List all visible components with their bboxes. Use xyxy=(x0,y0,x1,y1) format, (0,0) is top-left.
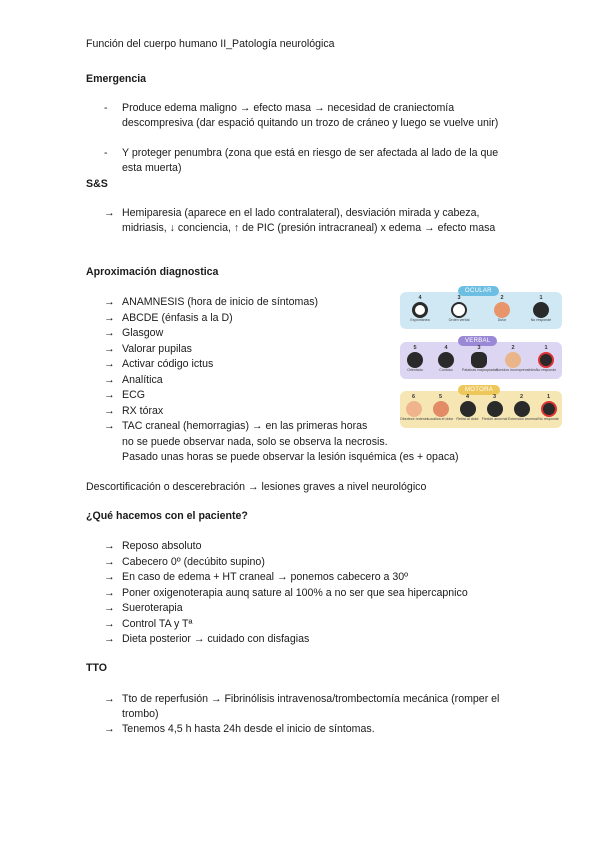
list-item-text: Reposo absoluto xyxy=(122,540,202,552)
section-title-tto: TTO xyxy=(86,662,107,674)
glasgow-caption: Localiza el dolor xyxy=(427,417,454,421)
arrow-bullet: → xyxy=(104,296,115,308)
glasgow-caption: Espontánea xyxy=(410,318,430,322)
glasgow-score: 5 xyxy=(413,345,417,351)
glasgow-score: 2 xyxy=(511,345,515,351)
arrow-bullet: → xyxy=(104,420,115,432)
glasgow-cell xyxy=(400,345,430,372)
flexion-arm-icon xyxy=(487,401,503,417)
glasgow-score: 3 xyxy=(492,394,497,400)
glasgow-caption: No responde xyxy=(538,417,559,421)
list-item-text: Y proteger penumbra (zona que está en riesgo de ser afectada al lado de la que esta muerta) xyxy=(122,147,499,175)
arrow-bullet: → xyxy=(104,207,115,219)
glasgow-ocular-label: OCULAR xyxy=(458,286,499,296)
closed-eye-icon xyxy=(533,302,549,318)
glasgow-verbal-label: VERBAL xyxy=(458,336,497,346)
glasgow-caption: Dolor xyxy=(497,318,507,322)
question-bubble-icon xyxy=(438,352,454,368)
glasgow-caption: Orden verbal xyxy=(448,318,470,322)
glasgow-caption: Sonidos incomprensibles xyxy=(496,368,536,372)
arrow-bullet: → xyxy=(104,540,115,552)
list-item-text: Produce edema maligno → efecto masa → necesidad de craniectomía descompresiva (dar espació quitando un trozo de cráneo y luego se vuelve unir) xyxy=(122,102,499,130)
descortificacion-note: Descortificación o descerebración → lesiones graves a nivel neurológico xyxy=(86,481,427,493)
glasgow-cell xyxy=(427,394,454,421)
glasgow-score: 4 xyxy=(465,394,470,400)
glasgow-cell xyxy=(440,295,478,322)
list-item-text: ABCDE (énfasis a la D) xyxy=(122,311,233,324)
extension-arm-icon xyxy=(514,401,530,417)
arrow-bullet: → xyxy=(104,555,115,568)
glasgow-cell xyxy=(530,345,562,372)
list-item-text: Activar código ictus xyxy=(122,358,214,370)
glasgow-cell xyxy=(454,394,481,421)
arrow-bullet: → xyxy=(104,311,115,324)
list-item-text: Valorar pupilas xyxy=(122,342,192,355)
list-item-text: Sueroterapia xyxy=(122,602,183,614)
list-item-text: Analítica xyxy=(122,373,163,386)
list-item-continuation: no se puede observar nada, solo se observa la necrosis. xyxy=(122,435,388,448)
arrow-bullet: → xyxy=(104,404,115,417)
arrow-bullet: → xyxy=(104,617,115,630)
list-item-text: Cabecero 0º (decúbito supino) xyxy=(122,555,265,568)
pain-hand-icon xyxy=(433,401,449,417)
chat-icon xyxy=(407,352,423,368)
list-item-text: Glasgow xyxy=(122,327,164,339)
arrow-bullet: → xyxy=(104,633,115,645)
no-response-icon xyxy=(541,401,557,417)
dash-bullet: - xyxy=(104,147,108,159)
glasgow-caption: Flexión anormal xyxy=(481,417,508,421)
glasgow-panel-verbal xyxy=(400,338,562,379)
glasgow-panel-ocular xyxy=(400,288,562,329)
arrow-bullet: → xyxy=(104,571,115,583)
glasgow-caption: Orientado xyxy=(407,368,423,372)
glasgow-panel-motora xyxy=(400,387,562,428)
glasgow-cell xyxy=(400,394,427,421)
glasgow-caption: Retira al dolor xyxy=(456,417,479,421)
glasgow-caption: Palabras inapropiadas xyxy=(462,368,498,372)
glasgow-cell xyxy=(484,295,520,322)
list-item-text: Tenemos 4,5 h hasta 24h desde el inicio de síntomas. xyxy=(122,723,375,735)
glasgow-score: 1 xyxy=(546,394,551,400)
list-item-text: Dieta posterior → cuidado con disfagias xyxy=(122,633,310,645)
list-item-text: RX tórax xyxy=(122,404,164,417)
section-title-ss: S&S xyxy=(86,178,108,190)
arrow-bullet: → xyxy=(104,602,115,614)
pain-hand-icon xyxy=(494,302,510,318)
glasgow-score: 3 xyxy=(457,295,461,301)
document-header: Función del cuerpo humano II_Patología neurológica xyxy=(86,38,335,50)
section-title-aproximacion: Aproximación diagnostica xyxy=(86,266,219,278)
glasgow-score: 1 xyxy=(544,345,548,351)
section-title-emergencia: Emergencia xyxy=(86,73,147,85)
glasgow-cell xyxy=(402,295,438,322)
glasgow-motora-label: MOTORA xyxy=(458,385,500,395)
arrow-bullet: → xyxy=(104,373,115,386)
glasgow-cell xyxy=(496,345,536,372)
glasgow-caption: Obedece órdenes xyxy=(400,417,429,421)
no-speech-icon xyxy=(538,352,554,368)
raised-hand-icon xyxy=(406,401,422,417)
list-item-text: Tto de reperfusión → Fibrinólisis intravenosa/trombectomía mecánica (romper el trombo) xyxy=(122,693,500,721)
glasgow-score: 3 xyxy=(477,345,481,351)
glasgow-cell xyxy=(430,345,462,372)
glasgow-caption: Extensión anormal xyxy=(508,417,538,421)
speech-bubble-icon xyxy=(471,352,487,368)
list-item-text: Poner oxigenoterapia aunq sature al 100% a no ser que sea hipercapnico xyxy=(122,586,468,599)
glasgow-cell xyxy=(508,394,538,421)
arrow-bullet: → xyxy=(104,389,115,401)
arrow-bullet: → xyxy=(104,586,115,599)
arrow-bullet: → xyxy=(104,693,115,705)
glasgow-score: 4 xyxy=(444,345,448,351)
glasgow-caption: Confuso xyxy=(439,368,453,372)
list-item-text: TAC craneal (hemorragias) → en las primeras horas xyxy=(122,420,368,432)
glasgow-score: 2 xyxy=(519,394,524,400)
arrow-bullet: → xyxy=(104,723,115,735)
dash-bullet: - xyxy=(104,102,108,114)
list-item-continuation: Pasado unas horas se puede observar la lesión isquémica (es + opaca) xyxy=(122,451,459,463)
arrow-bullet: → xyxy=(104,358,115,370)
glasgow-score: 2 xyxy=(500,295,504,301)
glasgow-score: 5 xyxy=(438,394,443,400)
glasgow-cell xyxy=(522,295,560,322)
glasgow-score: 4 xyxy=(418,295,422,301)
glasgow-cell xyxy=(481,394,508,421)
open-eye-icon xyxy=(412,302,428,318)
speech-bubble-icon xyxy=(451,302,467,318)
list-item-text: Hemiparesia (aparece en el lado contralateral), desviación mirada y cabeza, midriasis, ↓ conciencia, ↑ de PIC (presión intracraneal) x edema → efecto masa xyxy=(122,207,496,235)
glasgow-score: 6 xyxy=(411,394,416,400)
glasgow-score: 1 xyxy=(539,295,543,301)
glasgow-cell xyxy=(462,345,496,372)
arrow-bullet: → xyxy=(104,342,115,355)
list-item-text: Control TA y Tª xyxy=(122,617,193,630)
glasgow-scale-figure xyxy=(400,288,562,431)
glasgow-caption: No responde xyxy=(535,368,557,372)
glasgow-cell xyxy=(535,394,562,421)
list-item-text: En caso de edema + HT craneal → ponemos cabecero a 30º xyxy=(122,571,409,583)
list-item-text: ECG xyxy=(122,389,145,401)
section-title-que-hacemos: ¿Qué hacemos con el paciente? xyxy=(86,510,248,522)
arrow-bullet: → xyxy=(104,327,115,339)
withdraw-arm-icon xyxy=(460,401,476,417)
glasgow-caption: No responde xyxy=(530,318,552,322)
ear-icon xyxy=(505,352,521,368)
list-item-text: ANAMNESIS (hora de inicio de síntomas) xyxy=(122,296,319,308)
